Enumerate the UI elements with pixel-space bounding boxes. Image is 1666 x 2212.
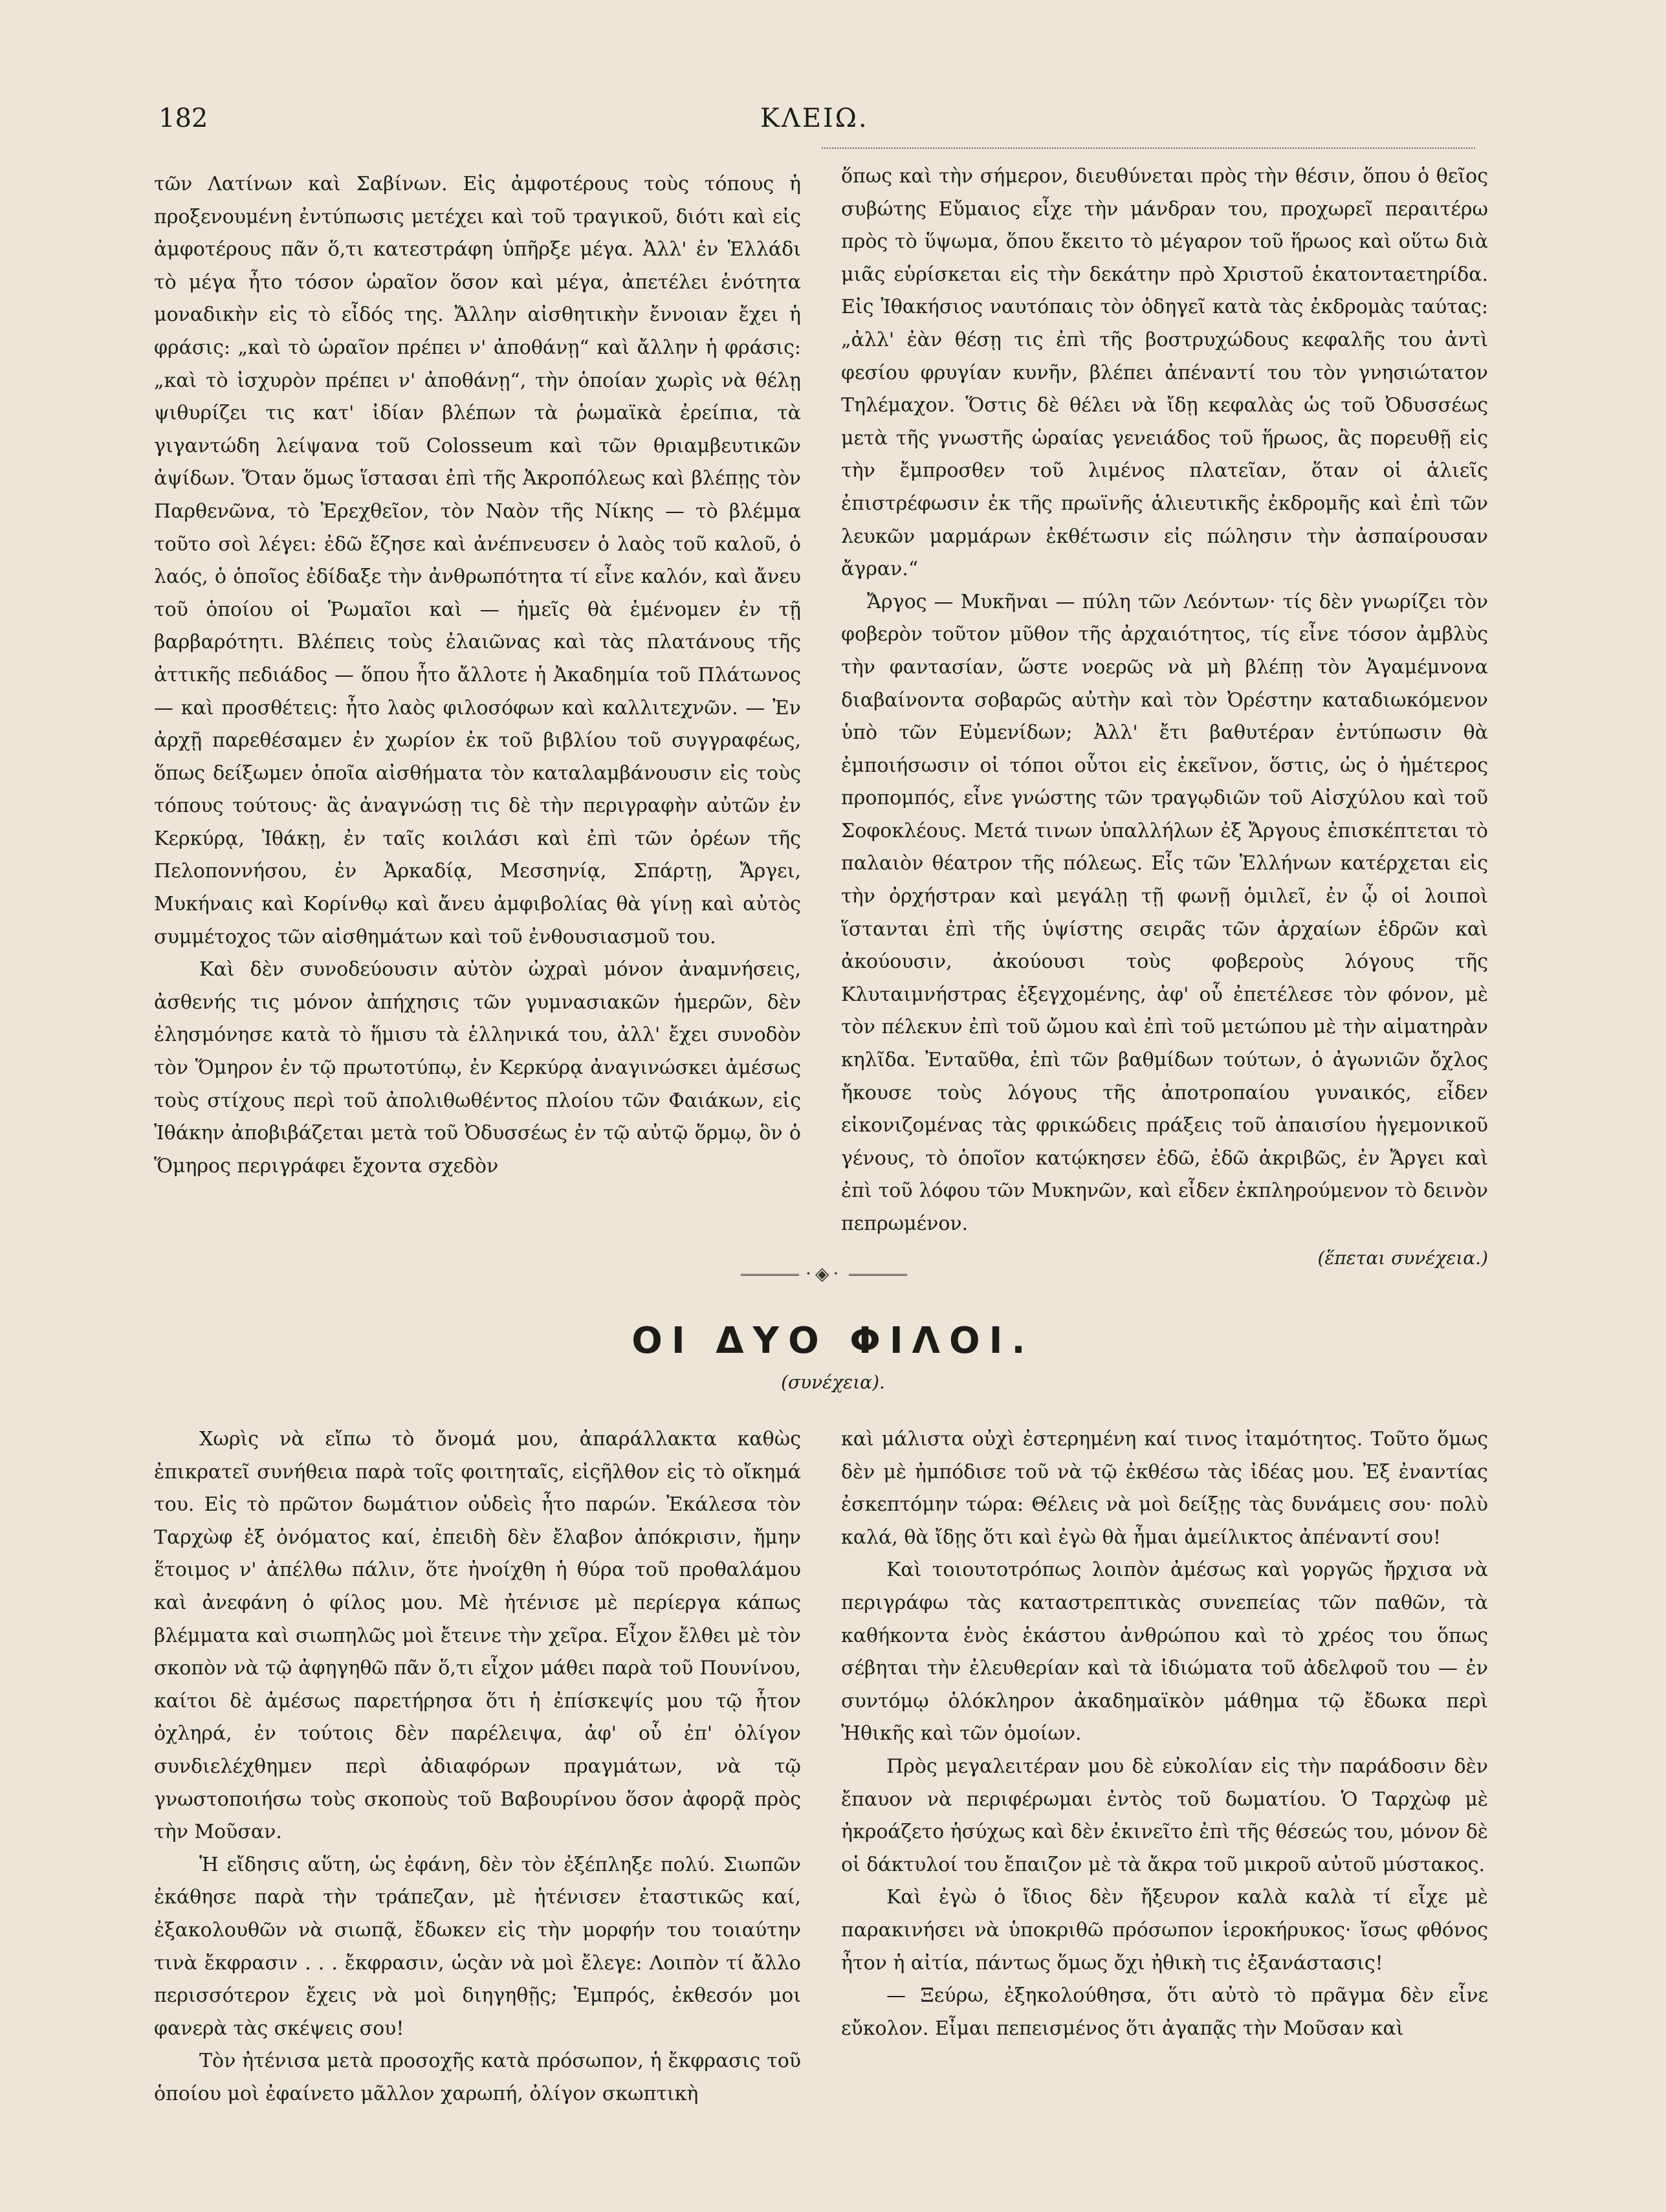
- paragraph: Χωρὶς νὰ εἴπω τὸ ὄνομά μου, ἀπαράλλακτα καθὼς ἐπικρατεῖ συνήθεια παρὰ τοῖς φοιτηταῖς, εἰςῆλθον εἰς τὸ οἴκημά του. Εἰς τὸ πρῶτον δωμάτιον οὐδεὶς ἦτο παρών. Ἐκάλεσα τὸν Ταρχὼφ ἐξ ὀνόματος καί, ἐπειδὴ δὲν ἔλαβον ἀπόκρισιν, ἤμην ἕτοιμος ν' ἀπέλθω πάλιν, ὅτε ἠνοίχθη ἡ θύρα τοῦ προθαλάμου καὶ ἀνεφάνη ὁ φίλος μου. Μὲ ἠτένισε μὲ περίεργα κάπως βλέμματα καὶ σιωπηλῶς μοὶ ἔτεινε τὴν χεῖρα. Εἶχον ἔλθει μὲ τὸν σκοπὸν νὰ τῷ ἀφηγηθῶ πᾶν ὅ,τι εἶχον μάθει παρὰ τοῦ Πουνίνου, καίτοι δὲ ἀμέσως παρετήρησα ὅτι ἡ ἐπίσκεψίς μου τῷ ἦτον ὀχληρά, ἐν τούτοις δὲν παρέλειψα, ἀφ' οὗ ἐπ' ὀλίγον συνδιελέχθημεν περὶ ἀδιαφόρων πραγμάτων, νὰ τῷ γνωστοποιήσω τοὺς σκοποὺς τοῦ Βαβουρίνου ὅσον ἀφορᾷ πρὸς τὴν Μοῦσαν.: [154, 1428, 801, 1844]
- paragraph: καὶ μάλιστα οὐχὶ ἐστερημένη καί τινος ἰταμότητος. Τοῦτο ὅμως δὲν μὲ ἠμπόδισε τοῦ νὰ τῷ ἐκθέσω τὰς ἰδέας μου. Ἐξ ἐναντίας ἐσκεπτόμην τώρα: Θέλεις νὰ μοὶ δείξῃς τὰς δυνάμεις σου· πολὺ καλά, θὰ ἴδῃς ὅτι καὶ ἐγὼ θὰ ἦμαι ἀμείλικτος ἀπέναντί σου!: [841, 1428, 1488, 1549]
- continuation-note: (ἕπεται συνέχεια.): [1317, 1247, 1488, 1269]
- article-title: ΟΙ ΔΥΟ ΦΙΛΟΙ.: [631, 1320, 1035, 1362]
- header-rule: [822, 148, 1475, 149]
- paragraph: Καὶ δὲν συνοδεύουσιν αὐτὸν ὠχραὶ μόνον ἀναμνήσεις, ἀσθενής τις μόνον ἀπήχησις τῶν γυμνασιακῶν ἡμερῶν, δὲν ἐλησμόνησε κατὰ τὸ ἥμισυ τὰ ἑλληνικά του, ἀλλ' ἔχει συνοδὸν τὸν Ὅμηρον ἐν τῷ πρωτοτύπῳ, ἐν Κερκύρᾳ ἀναγινώσκει ἀμέσως τοὺς στίχους περὶ τοῦ ἀπολιθωθέντος πλοίου τῶν Φαιάκων, εἰς Ἰθάκην ἀποβιβάζεται μετὰ τοῦ Ὀδυσσέως ἐν τῷ αὐτῷ ὅρμῳ, ὃν ὁ Ὅμηρος περιγράφει ἔχοντα σχεδὸν: [154, 958, 801, 1177]
- paragraph: Ἄργος — Μυκῆναι — πύλη τῶν Λεόντων· τίς δὲν γνωρίζει τὸν φοβερὸν τοῦτον μῦθον τῆς ἀρχαιότητος, τίς εἶνε τόσον ἀμβλὺς τὴν φαντασίαν, ὥστε νοερῶς νὰ μὴ βλέπῃ τὸν Ἀγαμέμνονα διαβαίνοντα σοβαρῶς αὐτὴν καὶ τὸν Ὀρέστην καταδιωκόμενον ὑπὸ τῶν Εὐμενίδων; Ἀλλ' ἔτι βαθυτέραν ἐντύπωσιν θὰ ἐμποιήσωσιν οἱ τόποι οὗτοι εἰς ἐκεῖνον, ὅστις, ὡς ὁ ἡμέτερος προπομπός, εἶνε γνώστης τῶν τραγῳδιῶν τοῦ Αἰσχύλου καὶ τοῦ Σοφοκλέους. Μετά τινων ὑπαλλήλων ἐξ Ἄργους ἐπισκέπτεται τὸ παλαιὸν θέατρον τῆς πόλεως. Εἷς τῶν Ἑλλήνων κατέρχεται εἰς τὴν ὀρχήστραν καὶ μεγάλῃ τῇ φωνῇ ὁμιλεῖ, ἐν ᾧ οἱ λοιποὶ ἵστανται ἐπὶ τῆς ὑψίστης σειρᾶς τῶν ἀρχαίων ἑδρῶν καὶ ἀκούουσιν, ἀκούουσι τοὺς φοβεροὺς λόγους τῆς Κλυταιμνήστρας ἐξεγχομένης, ἀφ' οὗ ἐπετέλεσε τὸν φόνον, μὲ τὸν πέλεκυν ἐπὶ τοῦ ὤμου καὶ ἐπὶ τοῦ μετώπου μὲ τὴν αἱματηρὰν κηλῖδα. Ἐνταῦθα, ἐπὶ τῶν βαθμίδων τούτων, ὁ ἀγωνιῶν ὄχλος ἤκουσε τοὺς λόγους τῆς ἀποτροπαίου γυναικός, εἶδεν εἰκονιζομένας τὰς φρικώδεις πράξεις τοῦ ἀπαισίου ἡγεμονικοῦ γένους, τὸ ὁποῖον κατῴκησεν ἐδῶ, ἐδῶ ἀκριβῶς, ἐν Ἄργει καὶ ἐπὶ τοῦ λόφου τῶν Μυκηνῶν, καὶ εἶδεν ἐκπληρούμενον τὸ δεινὸν πεπρωμένον.: [841, 590, 1488, 1235]
- paragraph: Καὶ ἐγὼ ὁ ἴδιος δὲν ἤξευρον καλὰ καλὰ τί εἶχε μὲ παρακινήσει νὰ ὑποκριθῶ πρόσωπον ἱεροκήρυκος· ἴσως φθόνος ἦτον ἡ αἰτία, πάντως ὅμως ὄχι ἠθικὴ τις ἐξανάστασις!: [841, 1886, 1488, 1975]
- page-number: 182: [159, 104, 208, 133]
- paragraph: τῶν Λατίνων καὶ Σαβίνων. Εἰς ἀμφοτέρους τοὺς τόπους ἡ προξενουμένη ἐντύπωσις μετέχει καὶ τοῦ τραγικοῦ, διότι καὶ εἰς ἀμφοτέρους πᾶν ὅ,τι κατεστράφη ὑπῆρξε μέγα. Ἀλλ' ἐν Ἑλλάδι τὸ μέγα ἦτο τόσον ὡραῖον ὅσον καὶ μέγα, ἀπετέλει ἑνότητα μοναδικὴν εἰς τὸ εἶδός της. Ἄλλην αἰσθητικὴν ἔννοιαν ἔχει ἡ φράσις: „καὶ τὸ ὡραῖον πρέπει ν' ἀποθάνῃ“ καὶ ἄλλην ἡ φράσις: „καὶ τὸ ἰσχυρὸν πρέπει ν' ἀποθάνῃ“, τὴν ὁποίαν χωρὶς νὰ θέλῃ ψιθυρίζει τις κατ' ἰδίαν βλέπων τὰ ῥωμαϊκὰ ἐρείπια, τὰ γιγαντώδη λείψανα τοῦ Colosseum καὶ τῶν θριαμβευτικῶν ἀψίδων. Ὅταν ὅμως ἵστασαι ἐπὶ τῆς Ἀκροπόλεως καὶ βλέπῃς τὸν Παρθενῶνα, τὸ Ἐρεχθεῖον, τὸν Ναὸν τῆς Νίκης — τὸ βλέμμα τοῦτο σοὶ λέγει: ἐδῶ ἔζησε καὶ ἀνέπνευσεν ὁ λαὸς τοῦ καλοῦ, ὁ λαός, ὁ ὁποῖος ἐδίδαξε τὴν ἀνθρωπότητα τί εἶνε καλόν, καὶ ἄνευ τοῦ ὁποίου οἱ Ῥωμαῖοι καὶ — ἡμεῖς θὰ ἐμένομεν ἐν τῇ βαρβαρότητι. Βλέπεις τοὺς ἐλαιῶνας καὶ τὰς πλατάνους τῆς ἀττικῆς πεδιάδος — ὅπου ἦτο ἄλλοτε ἡ Ἀκαδημία τοῦ Πλάτωνος — καὶ προσθέτεις: ἦτο λαὸς φιλοσόφων καὶ καλλιτεχνῶν. — Ἐν ἀρχῇ παρεθέσαμεν ἐν χωρίον ἐκ τοῦ βιβλίου τοῦ συγγραφέως, ὅπως δείξωμεν ὁποῖα αἰσθήματα τὸν καταλαμβάνουσιν εἰς τοὺς τόπους τούτους· ἂς ἀναγνώσῃ τις δὲ τὴν περιγραφὴν αὐτῶν ἐν Κερκύρᾳ, Ἰθάκῃ, ἐν ταῖς κοιλάσι καὶ ἐπὶ τῶν ὀρέων τῆς Πελοποννήσου, ἐν Ἀρκαδίᾳ, Μεσσηνίᾳ, Σπάρτῃ, Ἄργει, Μυκήναις καὶ Κορίνθῳ καὶ ἄνευ ἀμφιβολίας θὰ γίνῃ καὶ αὐτὸς συμμέτοχος τῶν αἰσθημάτων καὶ τοῦ ἐνθουσιασμοῦ του.: [154, 173, 801, 948]
- section-ornament: ·◈·: [734, 1263, 914, 1284]
- paragraph: Καὶ τοιουτοτρόπως λοιπὸν ἀμέσως καὶ γοργῶς ἤρχισα νὰ περιγράφω τὰς καταστρεπτικὰς συνεπείας τῶν παθῶν, τὰ καθήκοντα ἑνὸς ἑκάστου ἀνθρώπου καὶ τὸ χρέος του ὅπως σέβηται τὴν ἐλευθερίαν καὶ τὰ ἰδιώματα τοῦ ἀδελφοῦ του — ἐν συντόμῳ ὁλόκληρον ἀκαδημαϊκὸν μάθημα τῷ ἔδωκα περὶ Ἠθικῆς καὶ τῶν ὁμοίων.: [841, 1559, 1488, 1746]
- paragraph: ὅπως καὶ τὴν σήμερον, διευθύνεται πρὸς τὴν θέσιν, ὅπου ὁ θεῖος συβώτης Εὔμαιος εἶχε τὴν μάνδραν του, προχωρεῖ περαιτέρω πρὸς τὸ ὕψωμα, ὅπου ἔκειτο τὸ μέγαρον τοῦ ἥρωος καὶ οὕτω διὰ μιᾶς εὑρίσκεται εἰς τὴν δεκάτην πρὸ Χριστοῦ ἑκατονταετηρίδα. Εἰς Ἰθακήσιος ναυτόπαις τὸν ὁδηγεῖ κατὰ τὰς ἐκδρομὰς ταύτας: „ἀλλ' ἐὰν θέσῃ τις ἐπὶ τῆς βοστρυχώδους κεφαλῆς του ἀντὶ φεσίου φρυγίαν κυνῆν, βλέπει ἀπέναντί του τὸν γνησιώτατον Τηλέμαχον. Ὅστις δὲ θέλει νὰ ἴδῃ κεφαλὰς ὡς τοῦ Ὀδυσσέως μετὰ τῆς γνωστῆς ὡραίας γενειάδος τοῦ ἥρωος, ἂς πορευθῇ εἰς τὴν ἔμπροσθεν τοῦ λιμένος πλατεῖαν, ὅταν οἱ ἁλιεῖς ἐπιστρέφωσιν ἐκ τῆς πρωϊνῆς ἁλιευτικῆς ἐκδρομῆς καὶ ἐπὶ τῶν λευκῶν μαρμάρων ἐκθέτωσιν εἰς πώλησιν τὴν ἀσπαίρουσαν ἄγραν.“: [841, 165, 1488, 581]
- running-title: ΚΛΕΙΩ.: [760, 104, 869, 133]
- article2-left-column: [154, 1423, 801, 2110]
- article2-right-column: [841, 1423, 1488, 2045]
- paragraph: — Ξεύρω, ἐξηκολούθησα, ὅτι αὐτὸ τὸ πρᾶγμα δὲν εἶνε εὔκολον. Εἶμαι πεπεισμένος ὅτι ἀγαπᾷς τὴν Μοῦσαν καὶ: [841, 1984, 1488, 2040]
- article1-left-column: [154, 168, 801, 1183]
- paragraph: Πρὸς μεγαλειτέραν μου δὲ εὐκολίαν εἰς τὴν παράδοσιν δὲν ἔπαυον νὰ περιφέρωμαι ἐντὸς τοῦ δωματίου. Ὁ Ταρχὼφ μὲ ἠκροάζετο ἡσύχως καὶ δὲν ἐκινεῖτο ἐπὶ τῆς θέσεώς του, μόνον δὲ οἱ δάκτυλοί του ἔπαιζον μὲ τὰ ἄκρα τοῦ μικροῦ αὐτοῦ μύστακος.: [841, 1755, 1488, 1876]
- paragraph: Τὸν ἠτένισα μετὰ προσοχῆς κατὰ πρόσωπον, ἡ ἔκφρασις τοῦ ὁποίου μοὶ ἐφαίνετο μᾶλλον χαρωπή, ὀλίγον σκωπτικὴ: [154, 2050, 801, 2105]
- paragraph: Ἡ εἴδησις αὕτη, ὡς ἐφάνη, δὲν τὸν ἐξέπληξε πολύ. Σιωπῶν ἐκάθησε παρὰ τὴν τράπεζαν, μὲ ἠτένισεν ἐταστικῶς καί, ἐξακολουθῶν νὰ σιωπᾷ, ἔδωκεν εἰς τὴν μορφήν του τοιαύτην τινὰ ἔκφρασιν . . . ἔκφρασιν, ὡςὰν νὰ μοὶ ἔλεγε: Λοιπὸν τί ἄλλο περισσότερον ἔχεις νὰ μοὶ διηγηθῇς; Ἐμπρός, ἐκθεσόν μοι φανερὰ τὰς σκέψεις σου!: [154, 1853, 801, 2040]
- article1-right-column: [841, 160, 1488, 1275]
- article-subtitle: (συνέχεια).: [781, 1372, 885, 1393]
